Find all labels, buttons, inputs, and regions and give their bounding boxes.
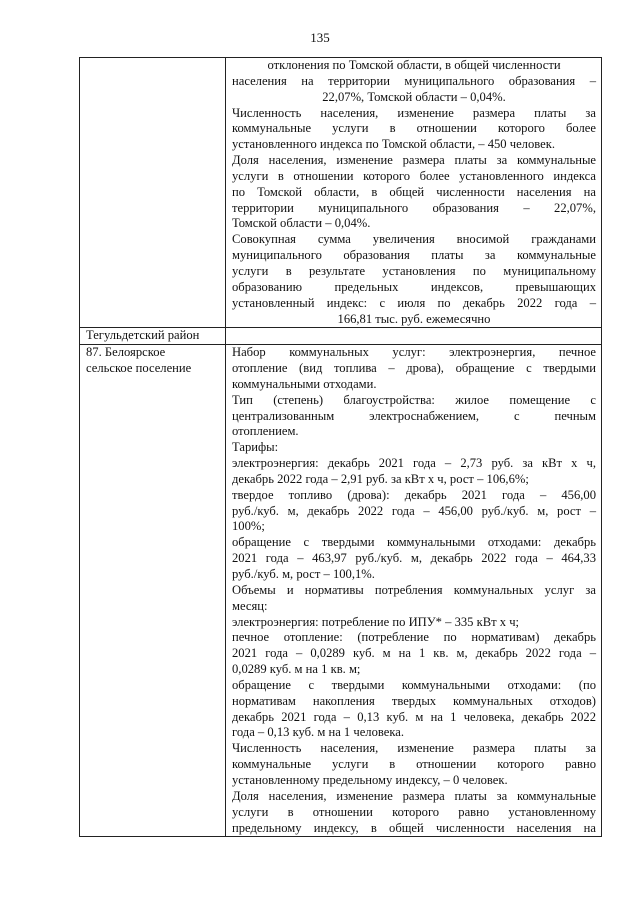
text-line: предельному индексу, в общей численности населения на [232, 820, 596, 835]
text-line: декабрь 2022 года – 2,91 руб. за кВт х ч, рост – 106,6%; [232, 471, 529, 486]
text-line: услуги в отношении которого равно установленному [232, 804, 596, 819]
table-row [80, 58, 602, 328]
text-line: твердое топливо (дрова): декабрь 2021 года – 456,00 [232, 487, 596, 502]
text-line: Доля населения, изменение размера платы за коммунальные [232, 153, 596, 168]
text-line: Численность населения, изменение размера платы за [232, 741, 596, 756]
text-line: Совокупная сумма увеличения вносимой гражданами [232, 232, 596, 247]
text-line: централизованным электроснабжением, с печным [232, 408, 596, 423]
text-line: Тарифы: [232, 440, 279, 455]
text-line: населения на территории муниципального образования – [232, 73, 596, 88]
text-line: Численность населения, изменение размера платы за [232, 105, 596, 120]
text-line: образованию предельных индексов, превышающих [232, 279, 596, 294]
description-cell [226, 345, 602, 837]
text-line: установленный индекс: с июля по декабрь 2022 года – [232, 295, 596, 310]
text-line: печное отопление: (потребление по нормативам) декабрь [232, 630, 596, 645]
text-line: муниципального образования платы за коммунальные [232, 248, 596, 263]
description-cell [226, 58, 602, 328]
text-line: Томской области – 0,04%. [232, 216, 371, 231]
text-line: отоплением. [232, 424, 299, 439]
empty-cell [80, 58, 226, 328]
text-line: электроэнергия: потребление по ИПУ* – 335 кВт х ч; [232, 614, 520, 629]
text-line: руб./куб. м, декабрь 2022 года – 456,00 руб./куб. м, рост – [232, 503, 596, 518]
text-line: установленному предельному индексу, – 0 человек. [232, 772, 508, 787]
text-line: 22,07%, Томской области – 0,04%. [322, 89, 506, 104]
text-line: коммунальные услуги в отношении которого более [232, 121, 596, 136]
settlement-name-line: 87. Белоярское [86, 345, 166, 360]
text-line: 0,0289 куб. м на 1 кв. м; [232, 662, 361, 677]
text-line: 166,81 тыс. руб. ежемесячно [337, 311, 491, 326]
text-line: установленного индекса по Томской области, – 450 человек. [232, 137, 555, 152]
page-number: 135 [310, 30, 330, 45]
document-table [79, 57, 602, 837]
text-line: месяц: [232, 598, 268, 613]
text-line: отопление (вид топлива – дрова), обращение с твердыми [232, 361, 596, 376]
text-line: по Томской области, в общей численности населения на [232, 184, 596, 199]
text-line: обращение с твердыми коммунальными отходами: декабрь [232, 535, 596, 550]
text-line: 100%; [232, 519, 265, 534]
text-line: коммунальными отходами. [232, 376, 377, 391]
text-line: электроэнергия: декабрь 2021 года – 2,73 руб. за кВт х ч, [232, 456, 596, 471]
district-cell: Тегульдетский район [80, 328, 226, 345]
text-line: Доля населения, изменение размера платы за коммунальные [232, 788, 596, 803]
text-line: Тип (степень) благоустройства: жилое помещение с [232, 392, 596, 407]
text-line: услуги в результате установления по муниципальному [232, 263, 596, 278]
settlement-name-line: сельское поселение [86, 361, 192, 376]
table-row [80, 328, 602, 345]
text-line: Объемы и нормативы потребления коммунальных услуг за [232, 582, 596, 597]
text-line: услуги в отношении которого более установленного индекса [232, 168, 596, 183]
text-line: территории муниципального образования – 22,07%, [232, 200, 596, 215]
empty-cell [226, 328, 602, 345]
text-line: Набор коммунальных услуг: электроэнергия, печное [232, 345, 596, 360]
text-line: руб./куб. м, рост – 100,1%. [232, 567, 375, 581]
text-line: коммунальные услуги в отношении которого равно [232, 757, 596, 772]
text-line: 2021 года – 463,97 руб./куб. м, декабрь 2022 года – 464,33 [232, 551, 596, 566]
text-line: года – 0,13 куб. м на 1 человека. [232, 725, 405, 740]
settlement-cell [80, 345, 226, 837]
text-line: 2021 года – 0,0289 куб. м на 1 кв. м, декабрь 2022 года – [232, 646, 596, 661]
text-line: нормативам накопления твердых коммунальных отходов) [232, 693, 596, 708]
table-row [80, 345, 602, 837]
text-line: отклонения по Томской области, в общей численности [267, 58, 561, 72]
text-line: декабрь 2021 года – 0,13 куб. м на 1 человека, декабрь 2022 [232, 709, 596, 724]
text-line: обращение с твердыми коммунальными отходами: (по [232, 677, 596, 692]
